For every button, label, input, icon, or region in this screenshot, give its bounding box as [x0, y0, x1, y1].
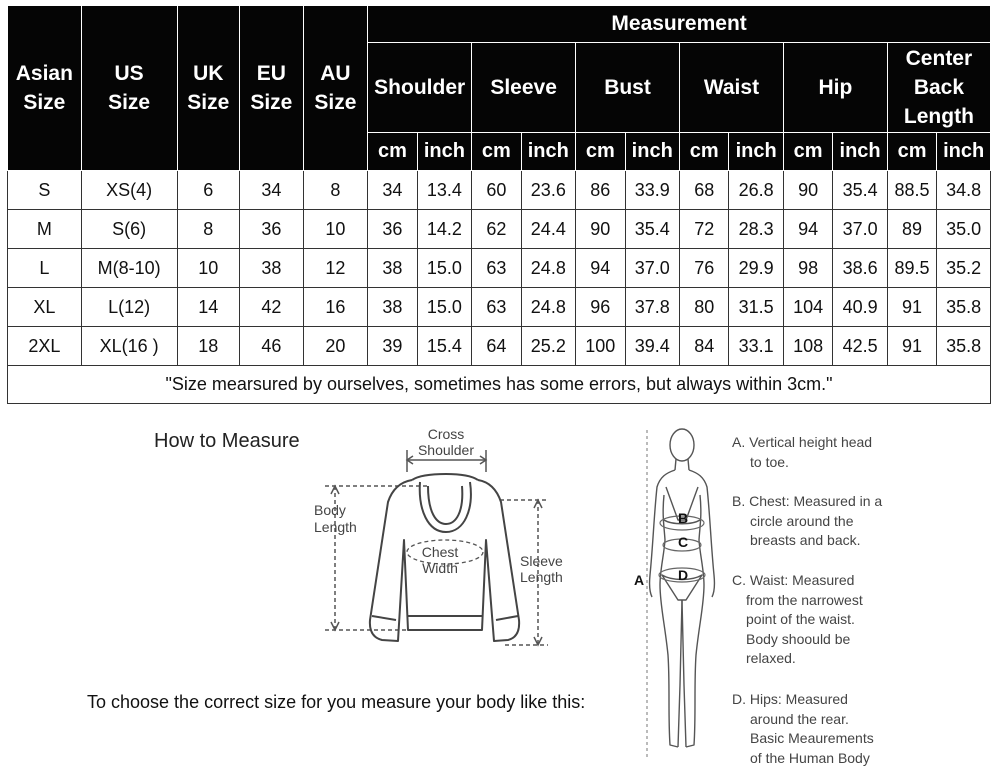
cell-waist-inch: 26.8: [729, 171, 783, 210]
cell-hip-inch: 35.4: [833, 171, 887, 210]
cell-hip-inch: 40.9: [833, 288, 887, 327]
label-b: B: [678, 510, 689, 526]
cell-hip-cm: 108: [783, 327, 832, 366]
unit-cm: cm: [679, 133, 728, 171]
chest-width-label-2: Width: [422, 560, 458, 576]
header-center-back-length: Center Back Length: [887, 43, 990, 133]
cell-hip-inch: 38.6: [833, 249, 887, 288]
cell-cbl-cm: 89.5: [887, 249, 936, 288]
header-sleeve: Sleeve: [472, 43, 576, 133]
cell-sleeve-cm: 64: [472, 327, 521, 366]
cell-cbl-inch: 35.8: [937, 327, 991, 366]
cell-shoulder-inch: 15.0: [417, 249, 471, 288]
cell-shoulder-inch: 15.0: [417, 288, 471, 327]
header-eu-size: EU Size: [240, 6, 304, 171]
cell-shoulder-cm: 36: [368, 210, 417, 249]
header-us-size: US Size: [81, 6, 177, 171]
cell-sleeve-inch: 24.4: [521, 210, 575, 249]
cell-bust-inch: 37.8: [625, 288, 679, 327]
cell-bust-cm: 86: [576, 171, 625, 210]
header-hip: Hip: [783, 43, 887, 133]
cell-au: 16: [303, 288, 368, 327]
cell-hip-cm: 90: [783, 171, 832, 210]
cell-waist-cm: 72: [679, 210, 728, 249]
cell-bust-inch: 39.4: [625, 327, 679, 366]
table-row: [8, 210, 991, 249]
cell-sleeve-cm: 60: [472, 171, 521, 210]
garment-measure-diagram: [300, 420, 570, 660]
cell-asian: XL: [8, 288, 82, 327]
cell-eu: 38: [240, 249, 304, 288]
cell-cbl-inch: 35.2: [937, 249, 991, 288]
label-a: A: [634, 572, 645, 588]
cell-asian: 2XL: [8, 327, 82, 366]
cell-hip-inch: 42.5: [833, 327, 887, 366]
cell-sleeve-cm: 63: [472, 288, 521, 327]
cell-waist-inch: 29.9: [729, 249, 783, 288]
label-d: D: [678, 567, 689, 583]
cell-waist-cm: 76: [679, 249, 728, 288]
cell-au: 20: [303, 327, 368, 366]
cell-hip-cm: 98: [783, 249, 832, 288]
unit-inch: inch: [417, 133, 471, 171]
cell-eu: 42: [240, 288, 304, 327]
choose-size-instructions: To choose the correct size for you measure your body like this:: [87, 692, 586, 712]
cell-bust-inch: 33.9: [625, 171, 679, 210]
cell-shoulder-cm: 38: [368, 288, 417, 327]
table-row: [8, 288, 991, 327]
cross-shoulder-label-2: Shoulder: [417, 442, 475, 458]
cell-us: XL(16 ): [81, 327, 177, 366]
unit-cm: cm: [783, 133, 832, 171]
cell-sleeve-inch: 24.8: [521, 249, 575, 288]
cell-cbl-cm: 89: [887, 210, 936, 249]
size-note: "Size mearsured by ourselves, sometimes has some errors, but always within 3cm.": [8, 366, 991, 404]
unit-inch: inch: [937, 133, 991, 171]
header-measurement: Measurement: [368, 6, 991, 43]
unit-inch: inch: [833, 133, 887, 171]
table-row: [8, 249, 991, 288]
cell-cbl-inch: 35.0: [937, 210, 991, 249]
cell-sleeve-inch: 23.6: [521, 171, 575, 210]
cell-sleeve-cm: 62: [472, 210, 521, 249]
cell-shoulder-cm: 39: [368, 327, 417, 366]
cell-asian: L: [8, 249, 82, 288]
cell-us: S(6): [81, 210, 177, 249]
chest-width-label-1: Chest: [421, 544, 459, 560]
header-uk-size: UK Size: [177, 6, 240, 171]
cell-shoulder-inch: 15.4: [417, 327, 471, 366]
cell-sleeve-inch: 25.2: [521, 327, 575, 366]
table-row: [8, 327, 991, 366]
cell-shoulder-cm: 34: [368, 171, 417, 210]
cell-asian: S: [8, 171, 82, 210]
unit-inch: inch: [729, 133, 783, 171]
cell-eu: 34: [240, 171, 304, 210]
cell-au: 12: [303, 249, 368, 288]
cell-waist-inch: 33.1: [729, 327, 783, 366]
guide-a: A. Vertical height head to toe.: [732, 434, 873, 470]
unit-cm: cm: [887, 133, 936, 171]
unit-cm: cm: [576, 133, 625, 171]
header-asian-size: Asian Size: [8, 6, 82, 171]
cell-hip-inch: 37.0: [833, 210, 887, 249]
size-chart-table: [7, 5, 991, 404]
unit-cm: cm: [368, 133, 417, 171]
guide-d: D. Hips: Measured around the rear. Basic Meaurements of the Human Body: [732, 691, 874, 766]
unit-inch: inch: [521, 133, 575, 171]
sleeve-length-label-2: Length: [520, 569, 563, 585]
cell-eu: 36: [240, 210, 304, 249]
cell-uk: 10: [177, 249, 240, 288]
cell-bust-cm: 96: [576, 288, 625, 327]
cell-uk: 6: [177, 171, 240, 210]
cell-us: M(8-10): [81, 249, 177, 288]
table-row: [8, 171, 991, 210]
unit-cm: cm: [472, 133, 521, 171]
body-length-label-1: Body: [314, 502, 346, 518]
cell-au: 10: [303, 210, 368, 249]
how-to-measure-title: How to Measure: [154, 430, 300, 452]
cell-cbl-cm: 91: [887, 288, 936, 327]
cell-bust-inch: 37.0: [625, 249, 679, 288]
cell-waist-cm: 80: [679, 288, 728, 327]
cell-uk: 8: [177, 210, 240, 249]
header-shoulder: Shoulder: [368, 43, 472, 133]
header-waist: Waist: [679, 43, 783, 133]
unit-inch: inch: [625, 133, 679, 171]
cell-bust-cm: 94: [576, 249, 625, 288]
cell-cbl-inch: 35.8: [937, 288, 991, 327]
cell-hip-cm: 94: [783, 210, 832, 249]
cell-waist-cm: 68: [679, 171, 728, 210]
cell-bust-cm: 100: [576, 327, 625, 366]
cell-eu: 46: [240, 327, 304, 366]
cell-sleeve-inch: 24.8: [521, 288, 575, 327]
cell-waist-inch: 28.3: [729, 210, 783, 249]
body-length-label-2: Length: [314, 519, 357, 535]
cell-sleeve-cm: 63: [472, 249, 521, 288]
sleeve-length-label-1: Sleeve: [520, 553, 563, 569]
cell-shoulder-inch: 14.2: [417, 210, 471, 249]
cell-bust-cm: 90: [576, 210, 625, 249]
cross-shoulder-label-1: Cross: [427, 426, 465, 442]
cell-shoulder-cm: 38: [368, 249, 417, 288]
cell-uk: 18: [177, 327, 240, 366]
cell-uk: 14: [177, 288, 240, 327]
label-c: C: [678, 534, 689, 550]
body-measure-figure: [620, 425, 730, 770]
cell-bust-inch: 35.4: [625, 210, 679, 249]
cell-cbl-cm: 91: [887, 327, 936, 366]
cell-hip-cm: 104: [783, 288, 832, 327]
guide-b: B. Chest: Measured in a circle around the breasts and back.: [732, 493, 883, 548]
cell-cbl-cm: 88.5: [887, 171, 936, 210]
cell-shoulder-inch: 13.4: [417, 171, 471, 210]
cell-au: 8: [303, 171, 368, 210]
cell-waist-inch: 31.5: [729, 288, 783, 327]
cell-asian: M: [8, 210, 82, 249]
cell-us: XS(4): [81, 171, 177, 210]
cell-cbl-inch: 34.8: [937, 171, 991, 210]
header-bust: Bust: [576, 43, 680, 133]
cell-waist-cm: 84: [679, 327, 728, 366]
guide-c: C. Waist: Measured from the narrowest point of the waist. Body shoould be relaxed.: [732, 572, 863, 666]
header-au-size: AU Size: [303, 6, 368, 171]
cell-us: L(12): [81, 288, 177, 327]
